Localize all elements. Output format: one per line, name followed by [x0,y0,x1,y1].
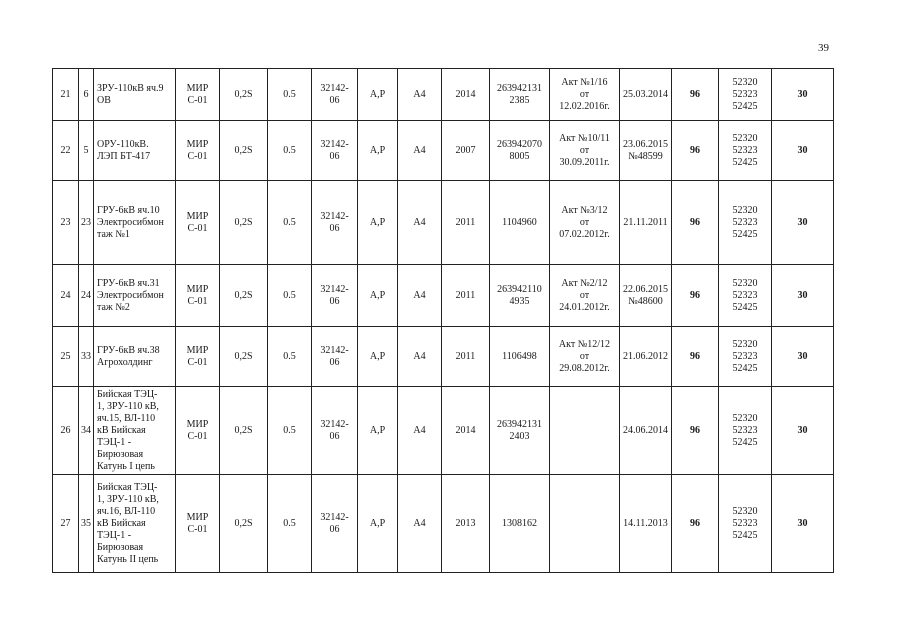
serial-number: 1106498 [490,327,550,387]
accuracy-class-reactive: 0.5 [268,181,312,265]
verification-date: 25.03.2014 [620,69,672,121]
accuracy-class-reactive: 0.5 [268,327,312,387]
channel-codes: 52320 52323 52425 [719,121,772,181]
table-row [53,327,834,387]
install-year: 2011 [442,265,490,327]
connection-name: ГРУ-6кВ яч.10 Электросибмон таж №1 [94,181,176,265]
period-value: 30 [772,265,834,327]
serial-number: 263942110 4935 [490,265,550,327]
period-value: 30 [772,475,834,573]
registry-number: 32142- 06 [312,69,358,121]
period-value: 30 [772,121,834,181]
meter-type: МИР С-01 [176,327,220,387]
form-type: А4 [398,121,442,181]
form-type: А4 [398,69,442,121]
point-index: 5 [79,121,94,181]
commissioning-act: Акт №2/12 от 24.01.2012г. [550,265,620,327]
connection-name: ГРУ-6кВ яч.31 Электросибмон таж №2 [94,265,176,327]
accuracy-class-active: 0,2S [220,181,268,265]
commissioning-act: Акт №1/16 от 12.02.2016г. [550,69,620,121]
commissioning-act: Акт №12/12 от 29.08.2012г. [550,327,620,387]
accuracy-class-active: 0,2S [220,121,268,181]
energy-type: А,Р [358,387,398,475]
serial-number: 1308162 [490,475,550,573]
connection-name: ГРУ-6кВ яч.38 Агрохолдинг [94,327,176,387]
row-number: 21 [53,69,79,121]
row-number: 22 [53,121,79,181]
period-value: 30 [772,181,834,265]
page-number: 39 [818,42,829,54]
table-row [53,69,834,121]
point-index: 35 [79,475,94,573]
serial-number: 263942131 2385 [490,69,550,121]
serial-number: 1104960 [490,181,550,265]
accuracy-class-reactive: 0.5 [268,121,312,181]
form-type: А4 [398,475,442,573]
verification-date: 21.06.2012 [620,327,672,387]
install-year: 2013 [442,475,490,573]
registry-number: 32142- 06 [312,387,358,475]
interval-count: 96 [672,387,719,475]
interval-count: 96 [672,69,719,121]
meter-type: МИР С-01 [176,69,220,121]
interval-count: 96 [672,475,719,573]
registry-number: 32142- 06 [312,121,358,181]
energy-type: А,Р [358,327,398,387]
table-row [53,265,834,327]
energy-type: А,Р [358,265,398,327]
form-type: А4 [398,181,442,265]
energy-type: А,Р [358,475,398,573]
period-value: 30 [772,327,834,387]
channel-codes: 52320 52323 52425 [719,265,772,327]
interval-count: 96 [672,265,719,327]
period-value: 30 [772,69,834,121]
meter-type: МИР С-01 [176,387,220,475]
channel-codes: 52320 52323 52425 [719,181,772,265]
commissioning-act: Акт №10/11 от 30.09.2011г. [550,121,620,181]
registry-number: 32142- 06 [312,475,358,573]
install-year: 2011 [442,181,490,265]
point-index: 6 [79,69,94,121]
registry-number: 32142- 06 [312,181,358,265]
row-number: 24 [53,265,79,327]
form-type: А4 [398,327,442,387]
meter-type: МИР С-01 [176,265,220,327]
point-index: 23 [79,181,94,265]
interval-count: 96 [672,121,719,181]
metering-table [52,68,834,573]
table-row [53,181,834,265]
meter-type: МИР С-01 [176,121,220,181]
accuracy-class-active: 0,2S [220,327,268,387]
energy-type: А,Р [358,181,398,265]
point-index: 24 [79,265,94,327]
commissioning-act [550,475,620,573]
row-number: 23 [53,181,79,265]
verification-date: 24.06.2014 [620,387,672,475]
connection-name: Бийская ТЭЦ- 1, ЗРУ-110 кВ, яч.16, ВЛ-110 кВ Бийская ТЭЦ-1 - Бирюзовая Катунь II цепь [94,475,176,573]
install-year: 2014 [442,387,490,475]
verification-date: 22.06.2015 №48600 [620,265,672,327]
accuracy-class-reactive: 0.5 [268,265,312,327]
point-index: 34 [79,387,94,475]
table-row [53,387,834,475]
meter-type: МИР С-01 [176,181,220,265]
commissioning-act [550,387,620,475]
accuracy-class-reactive: 0.5 [268,475,312,573]
channel-codes: 52320 52323 52425 [719,327,772,387]
serial-number: 263942070 8005 [490,121,550,181]
table-row [53,475,834,573]
accuracy-class-active: 0,2S [220,475,268,573]
channel-codes: 52320 52323 52425 [719,387,772,475]
accuracy-class-reactive: 0.5 [268,69,312,121]
interval-count: 96 [672,181,719,265]
accuracy-class-active: 0,2S [220,387,268,475]
row-number: 26 [53,387,79,475]
energy-type: А,Р [358,69,398,121]
accuracy-class-active: 0,2S [220,69,268,121]
commissioning-act: Акт №3/12 от 07.02.2012г. [550,181,620,265]
period-value: 30 [772,387,834,475]
verification-date: 14.11.2013 [620,475,672,573]
install-year: 2007 [442,121,490,181]
accuracy-class-active: 0,2S [220,265,268,327]
table-body [53,69,834,573]
registry-number: 32142- 06 [312,265,358,327]
row-number: 25 [53,327,79,387]
table-row [53,121,834,181]
registry-number: 32142- 06 [312,327,358,387]
connection-name: ОРУ-110кВ. ЛЭП БТ-417 [94,121,176,181]
verification-date: 23.06.2015 №48599 [620,121,672,181]
meter-type: МИР С-01 [176,475,220,573]
row-number: 27 [53,475,79,573]
energy-type: А,Р [358,121,398,181]
connection-name: Бийская ТЭЦ- 1, ЗРУ-110 кВ, яч.15, ВЛ-110 кВ Бийская ТЭЦ-1 - Бирюзовая Катунь I цепь [94,387,176,475]
channel-codes: 52320 52323 52425 [719,69,772,121]
interval-count: 96 [672,327,719,387]
channel-codes: 52320 52323 52425 [719,475,772,573]
accuracy-class-reactive: 0.5 [268,387,312,475]
form-type: А4 [398,387,442,475]
serial-number: 263942131 2403 [490,387,550,475]
install-year: 2011 [442,327,490,387]
form-type: А4 [398,265,442,327]
install-year: 2014 [442,69,490,121]
point-index: 33 [79,327,94,387]
verification-date: 21.11.2011 [620,181,672,265]
connection-name: ЗРУ-110кВ яч.9 ОВ [94,69,176,121]
